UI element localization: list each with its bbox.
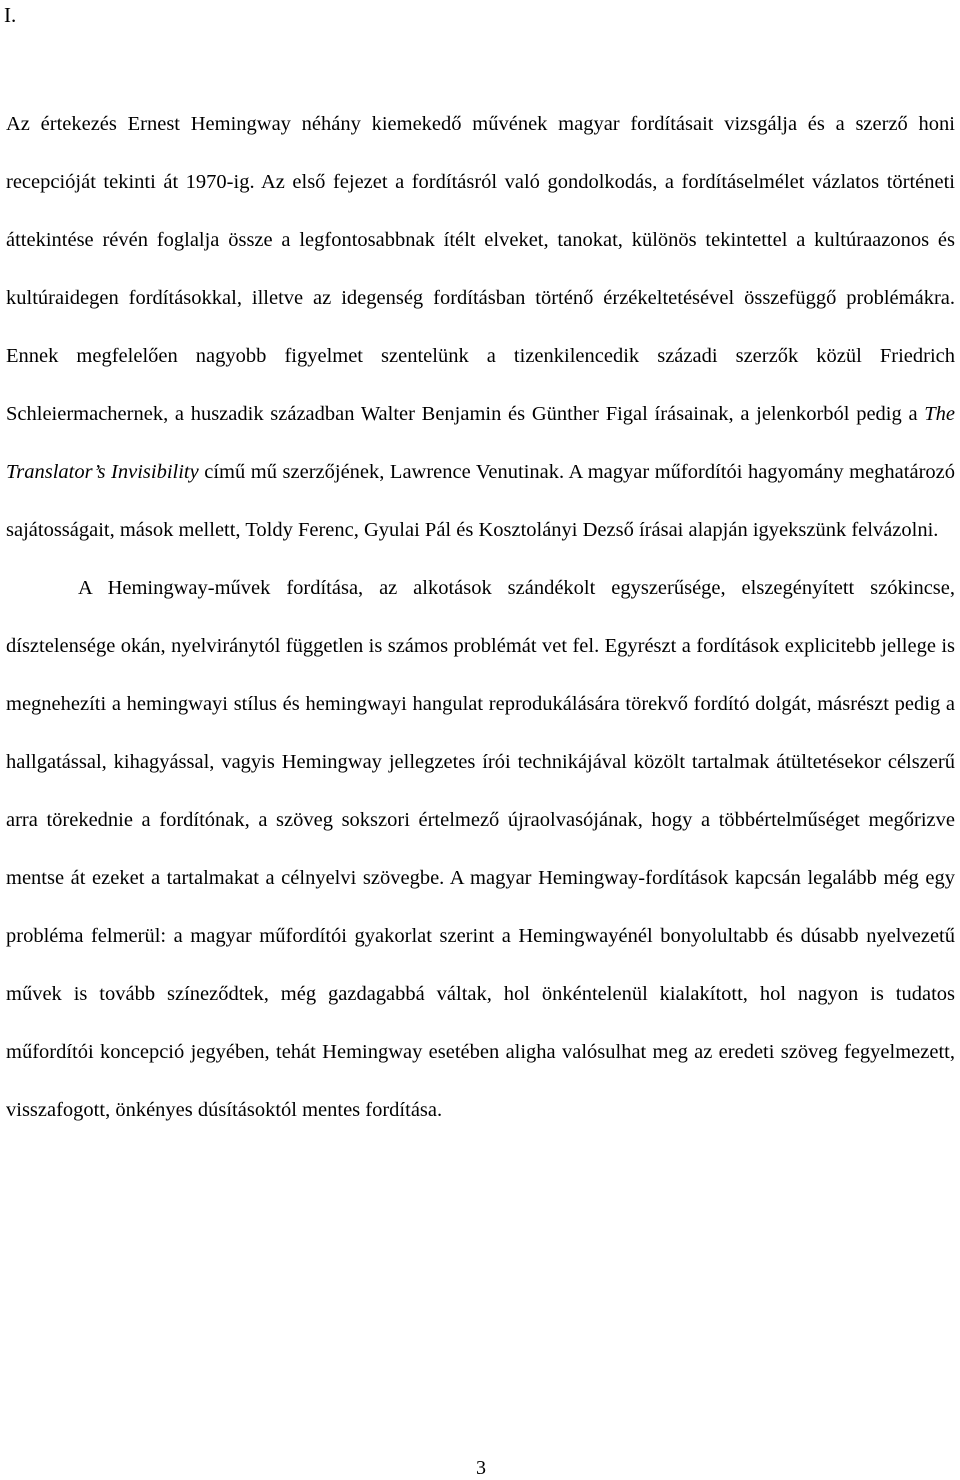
- paragraph-1-text-a: Az értekezés Ernest Hemingway néhány kiemekedő művének magyar fordításait vizsgálja és a szerző honi recepcióját tekinti át 1970-ig. Az első fejezet a fordításról való gondolkodás, a fordításelmélet vázlatos történeti áttekintése révén foglalja össze a legfontosabbnak ítélt elveket, tanokat, különös tekintettel a kultúraazonos és kultúraidegen fordításokkal, illetve az idegenség fordításban történő érzékeltetésével összefüggő problémákra. Ennek megfelelően nagyobb figyelmet szentelünk a tizenkilencedik századi szerzők közül Friedrich Schleiermachernek, a huszadik században Walter Benjamin és Günther Figal írásainak, a jelenkorból pedig a: [6, 113, 955, 425]
- paragraph-2-text: A Hemingway-művek fordítása, az alkotások szándékolt egyszerűsége, elszegényített szókincse, dísztelensége okán, nyelviránytól független is számos problémát vet fel. Egyrészt a fordítások explicitebb jellege is megnehezíti a hemingwayi stílus és hemingwayi hangulat reprodukálására törekvő fordító dolgát, másrészt pedig a hallgatással, kihagyással, vagyis Hemingway jellegzetes írói technikájával közölt tartalmak átültetésekor célszerű arra törekednie a fordítónak, a szöveg sokszori értelmező újraolvasójának, hogy a többértelműséget megőrizve mentse át ezeket a tartalmakat a célnyelvi szövegbe. A magyar Hemingway-fordítások kapcsán legalább még egy probléma felmerül: a magyar műfordítói gyakorlat szerint a Hemingwayénél bonyolultabb és dúsabb nyelvezetű művek is tovább színeződtek, még gazdagabbá váltak, hol önkéntelenül kialakított, hol nagyon is tudatos műfordítói koncepció jegyében, tehát Hemingway esetében aligha valósulhat meg az eredeti szöveg fegyelmezett, visszafogott, önkényes dúsításoktól mentes fordítása.: [6, 577, 955, 1121]
- paragraph-1-text-b: című mű szerzőjének, Lawrence Venutinak. A magyar műfordítói hagyomány meghatározó sajátosságait, mások mellett, Toldy Ferenc, Gyulai Pál és Kosztolányi Dezső írásai alapján igyekszünk felvázolni.: [6, 461, 955, 541]
- paragraph-1: [6, 95, 955, 559]
- book-title-italic: The Translator’s Invisibility: [6, 403, 955, 483]
- paragraph-2: [6, 559, 955, 1139]
- section-number: I.: [4, 3, 17, 27]
- page-number: 3: [476, 1457, 486, 1479]
- body-text: [6, 95, 955, 1139]
